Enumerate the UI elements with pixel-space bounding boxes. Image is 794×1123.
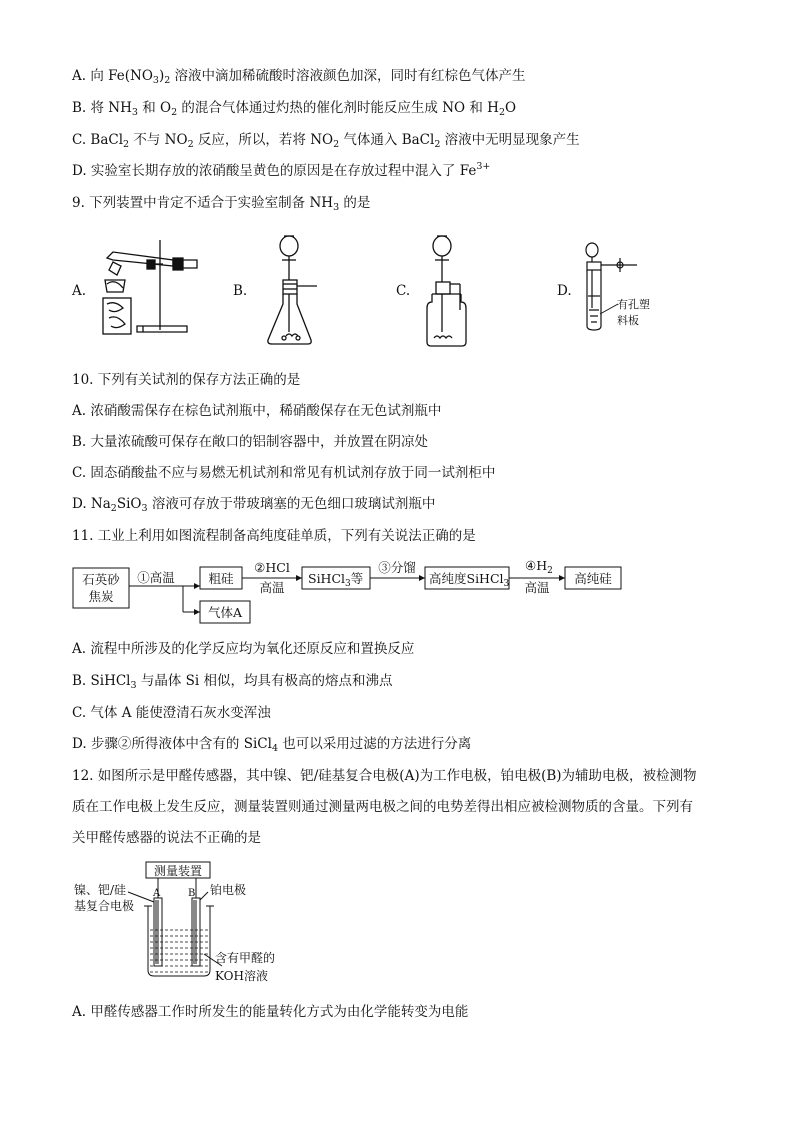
solution-label-1: 含有甲醛的: [215, 951, 276, 965]
apparatus-a-diagram: [95, 230, 220, 345]
q9-label-b: B.: [233, 283, 248, 299]
q11-stem: 11. 工业上利用如图流程制备高纯度硅单质，下列有关说法正确的是: [72, 528, 476, 544]
pt-electrode-label: 铂电极: [210, 883, 247, 897]
measure-device-label: 测量装置: [153, 864, 203, 878]
solution-label-2: KOH溶液: [215, 969, 268, 983]
q12-stem-line-2: 质在工作电极上发生反应，测量装置则通过测量两电极之间的电势差得出相应被检测物质的含量。下列有: [72, 799, 693, 815]
q10-option-c: C. 固态硝酸盐不应与易燃无机试剂和常见有机试剂存放于同一试剂柜中: [72, 465, 496, 481]
step2-bottom: 高温: [259, 580, 285, 595]
electrode-b: B: [188, 888, 196, 899]
step3-label: ③分馏: [378, 560, 416, 575]
crude-si: 粗硅: [208, 571, 234, 586]
pure-box-label: 高纯度SiHCl$_3$: [429, 571, 510, 589]
step2-top: ②HCl: [254, 560, 290, 575]
start-line-1: 石英砂: [82, 572, 120, 587]
q10-option-b: B. 大量浓硫酸可保存在敞口的铝制容器中，并放置在阴凉处: [72, 434, 429, 450]
q11-option-b: B. SiHCl$_3$ 与晶体 Si 相似，均具有极高的熔点和沸点: [72, 673, 393, 691]
q12-option-a: A. 甲醛传感器工作时所发生的能量转化方式为由化学能转变为电能: [72, 1004, 469, 1020]
electrode-a: A: [153, 888, 161, 899]
step4-top: $④H_2$: [525, 558, 553, 576]
left-electrode-label-1: 镍、钯/硅: [74, 883, 127, 897]
sihcl3-box-label: SiHCl$_3$等: [308, 571, 364, 589]
left-electrode-label-2: 基复合电极: [74, 899, 135, 913]
q10-option-d: D. $Na_2SiO_3$ 溶液可存放于带玻璃塞的无色细口玻璃试剂瓶中: [72, 496, 436, 514]
pointer-line: [598, 300, 620, 320]
q8-option-a: A. 向 $Fe(NO_3)_2$ 溶液中滴加稀硫酸时溶液颜色加深，同时有红棕色气体产生: [72, 68, 526, 86]
q8-option-d: D. 实验室长期存放的浓硝酸呈黄色的原因是在存放过程中混入了 $Fe^{3+}$: [72, 161, 491, 179]
silicon-flow-diagram: [70, 556, 630, 626]
q11-option-c: C. 气体 A 能使澄清石灰水变浑浊: [72, 705, 271, 721]
q10-option-a: A. 浓硝酸需保存在棕色试剂瓶中，稀硝酸保存在无色试剂瓶中: [72, 403, 442, 419]
q12-stem-line-3: 关甲醛传感器的说法不正确的是: [72, 830, 261, 846]
q9-label-a: A.: [72, 283, 87, 299]
q9-label-d: D.: [557, 283, 572, 299]
apparatus-c-diagram: [422, 232, 497, 350]
perforated-plate-note: 有孔塑 料板: [617, 298, 650, 327]
gas-a: 气体A: [207, 605, 243, 620]
q9-label-c: C.: [396, 283, 411, 299]
start-line-2: 焦炭: [88, 589, 114, 604]
q10-stem: 10. 下列有关试剂的保存方法正确的是: [72, 372, 301, 388]
step1-label: ①高温: [137, 570, 175, 585]
step4-bottom: 高温: [524, 580, 550, 595]
q9-stem: 9. 下列装置中肯定不适合于实验室制备 $NH_3$ 的是: [72, 195, 371, 213]
q11-option-d: D. 步骤②所得液体中含有的 SiCl$_4$ 也可以采用过滤的方法进行分离: [72, 736, 472, 754]
apparatus-b-diagram: [262, 232, 332, 350]
formaldehyde-sensor-diagram: [72, 858, 302, 990]
q11-option-a: A. 流程中所涉及的化学反应均为氧化还原反应和置换反应: [72, 641, 415, 657]
q12-stem-line-1: 12. 如图所示是甲醛传感器，其中镍、钯/硅基复合电极(A)为工作电极，铂电极(B)为辅助电极，被检测物: [72, 768, 697, 784]
q8-option-c: C. BaCl$_2$ 不与 $NO_2$ 反应，所以，若将 $NO_2$ 气体通入 BaCl$_2$ 溶液中无明显现象产生: [72, 132, 580, 150]
q8-option-b: B. 将 $NH_3$ 和 $O_2$ 的混合气体通过灼热的催化剂时能反应生成 NO 和 $H_2O$: [72, 100, 517, 118]
final-si: 高纯硅: [574, 571, 612, 586]
